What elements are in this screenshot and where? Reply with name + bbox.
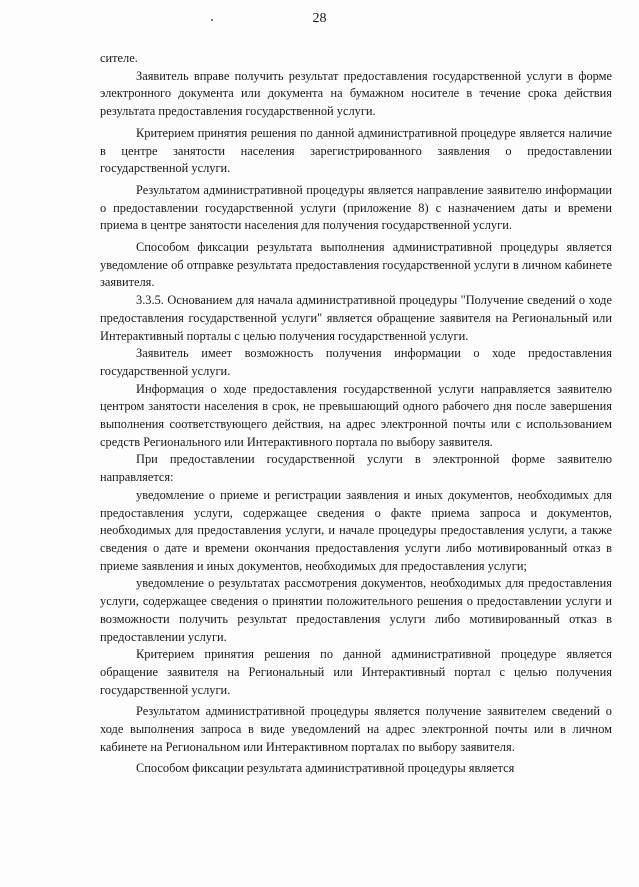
paragraph: Информация о ходе предоставления государственной услуги направляется заявителю центром занятости населения в срок, не превышающий одного рабочего дня после завершения выполнения соответствующего действия, на адрес электронной почты или с использованием средств Регионального или Интерактивного портала по выбору заявителя. (100, 381, 612, 449)
paragraph: Способом фиксации результата административной процедуры является (136, 761, 515, 776)
paragraph: При предоставлении государственной услуги в электронной форме заявителю направляется: (100, 452, 612, 485)
paragraph: Результатом административной процедуры является получение заявителем сведений о ходе выполнения запроса в виде уведомлений на адрес электронной почты или в личном кабинете на Региональном или Интерактивном порталах по выбору заявителя. (100, 704, 612, 754)
scan-speck (211, 19, 213, 21)
paragraph: Критерием принятия решения по данной административной процедуре является наличие в центре занятости населения зарегистрированного заявления о предоставлении государственной услуги. (100, 125, 612, 176)
paragraph: Критерием принятия решения по данной административной процедуре является обращение заявителя на Региональный или Интерактивный портал с целью получения государственной услуги. (100, 647, 612, 697)
document-body (100, 50, 612, 778)
paragraph: уведомление о приеме и регистрации заявления и иных документов, необходимых для предоставления услуги, содержащее сведения о факте приема запроса и документов, необходимых для предоставления услуги, и начале процедуры предоставления услуги, а также сведения о дате и времени окончания предоставления услуги либо мотивированный отказ в приеме заявления и иных документов, необходимых для предоставления услуги; (100, 487, 612, 573)
paragraph: Заявитель имеет возможность получения информации о ходе предоставления государственной услуги. (100, 346, 612, 378)
paragraph: 3.3.5. Основанием для начала административной процедуры "Получение сведений о ходе предоставления государственной услуги" является обращение заявителя на Региональный или Интерактивный порталы с целью получения государственной услуги. (100, 293, 612, 343)
paragraph: уведомление о результатах рассмотрения документов, необходимых для предоставления услуги, содержащее сведения о принятии положительного решения о предоставлении услуги и возможности получить результат предоставления услуги либо мотивированный отказ в предоставлении услуги. (100, 576, 612, 644)
paragraph: Заявитель вправе получить результат предоставления государственной услуги в форме электронного документа или документа на бумажном носителе в течение срока действия результата предоставления государственной услуги. (100, 68, 612, 119)
paragraph: Результатом административной процедуры является направление заявителю информации о предоставлении государственной услуги (приложение 8) с назначением даты и времени приема в центре занятости населения для получения государственной услуги. (100, 182, 612, 233)
paragraph: сителе. (100, 51, 138, 65)
page-number: 28 (312, 11, 327, 26)
paragraph: Способом фиксации результата выполнения административной процедуры является уведомление об отправке результата предоставления государственной услуги в личном кабинете заявителя. (100, 240, 612, 290)
